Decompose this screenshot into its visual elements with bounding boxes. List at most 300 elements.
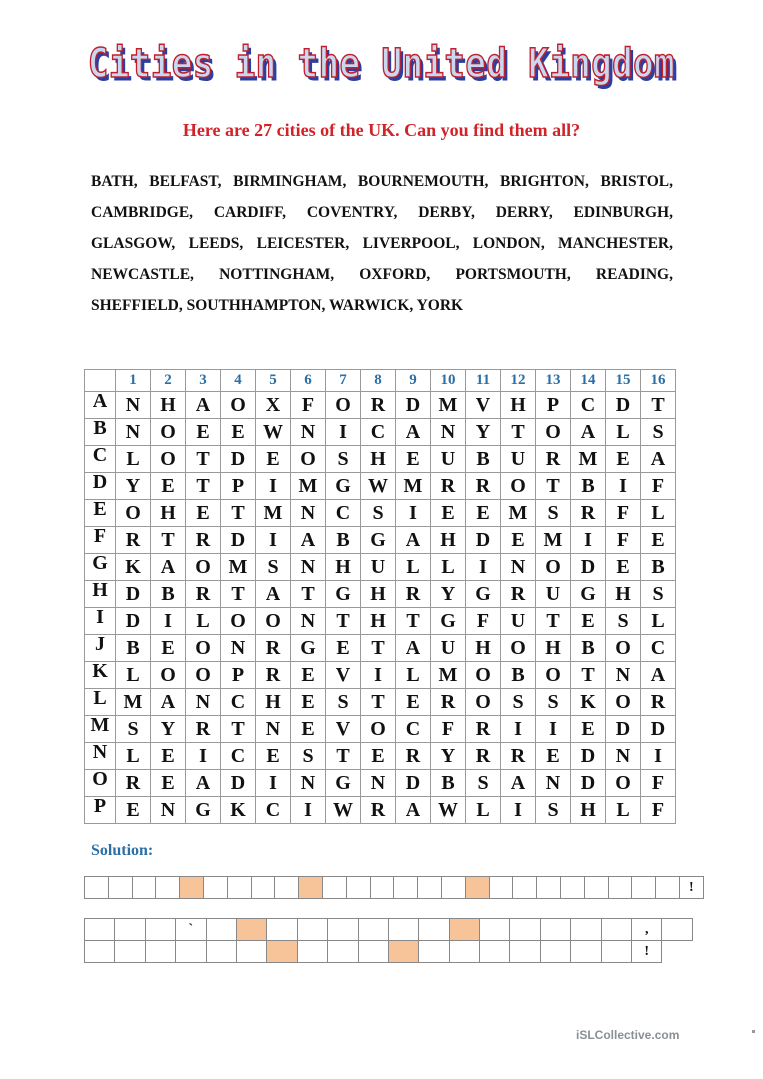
site-watermark: iSLCollective.com: [576, 1028, 680, 1042]
solution-box[interactable]: [537, 877, 561, 899]
grid-letter: A: [151, 689, 186, 716]
grid-letter: R: [466, 473, 501, 500]
grid-letter: E: [396, 689, 431, 716]
grid-letter: M: [431, 662, 466, 689]
grid-letter: B: [466, 446, 501, 473]
grid-letter: H: [256, 689, 291, 716]
grid-letter: H: [361, 446, 396, 473]
solution-box[interactable]: [662, 919, 692, 941]
row-label: M: [85, 716, 116, 743]
grid-letter: U: [431, 635, 466, 662]
row-label: P: [85, 797, 116, 824]
solution-line-2: [84, 918, 693, 941]
solution-box-mark[interactable]: !: [632, 941, 662, 963]
solution-box[interactable]: [608, 877, 632, 899]
grid-letter: M: [396, 473, 431, 500]
grid-letter: I: [501, 716, 536, 743]
worksheet-subtitle: Here are 27 cities of the UK. Can you find them all?: [182, 120, 581, 140]
grid-letter: R: [431, 689, 466, 716]
grid-letter: E: [361, 743, 396, 770]
solution-box[interactable]: [132, 877, 156, 899]
grid-letter: F: [466, 608, 501, 635]
grid-letter: D: [606, 716, 641, 743]
solution-box[interactable]: [584, 877, 608, 899]
grid-letter: N: [116, 419, 151, 446]
grid-letter: O: [221, 392, 256, 419]
grid-letter: F: [641, 770, 676, 797]
solution-box[interactable]: [156, 877, 180, 899]
grid-letter: I: [396, 500, 431, 527]
grid-letter: D: [396, 392, 431, 419]
grid-letter: I: [256, 527, 291, 554]
grid-letter: A: [256, 581, 291, 608]
grid-letter: E: [501, 527, 536, 554]
grid-letter: R: [501, 581, 536, 608]
grid-letter: X: [256, 392, 291, 419]
grid-letter: O: [151, 419, 186, 446]
grid-row: [85, 581, 676, 608]
grid-letter: E: [291, 662, 326, 689]
grid-letter: L: [606, 419, 641, 446]
solution-line-1: [84, 876, 704, 899]
row-label: H: [85, 581, 116, 608]
solution-box[interactable]: [394, 877, 418, 899]
row-label: C: [85, 446, 116, 473]
solution-box[interactable]: [560, 877, 584, 899]
grid-letter: V: [466, 392, 501, 419]
grid-letter: E: [641, 527, 676, 554]
grid-letter: N: [606, 662, 641, 689]
grid-letter: U: [501, 608, 536, 635]
grid-letter: R: [571, 500, 606, 527]
column-number: 13: [536, 370, 571, 392]
solution-box[interactable]: [419, 919, 449, 941]
grid-letter: M: [431, 392, 466, 419]
decorative-dot: [752, 1030, 755, 1033]
solution-box[interactable]: [203, 877, 227, 899]
solution-box[interactable]: [489, 877, 513, 899]
solution-box[interactable]: [180, 877, 204, 899]
grid-letter: N: [186, 689, 221, 716]
grid-letter: H: [151, 500, 186, 527]
grid-letter: L: [606, 797, 641, 824]
grid-letter: B: [501, 662, 536, 689]
grid-letter: N: [501, 554, 536, 581]
column-number: 8: [361, 370, 396, 392]
grid-letter: E: [221, 419, 256, 446]
grid-row: [85, 635, 676, 662]
grid-letter: C: [571, 392, 606, 419]
grid-letter: D: [396, 770, 431, 797]
grid-letter: T: [186, 446, 221, 473]
solution-box[interactable]: [115, 919, 145, 941]
grid-letter: S: [501, 689, 536, 716]
grid-letter: O: [326, 392, 361, 419]
solution-box[interactable]: [358, 941, 388, 963]
grid-letter: M: [256, 500, 291, 527]
solution-box[interactable]: [85, 877, 109, 899]
grid-row: [85, 716, 676, 743]
grid-letter: H: [501, 392, 536, 419]
column-number: 15: [606, 370, 641, 392]
column-number: 16: [641, 370, 676, 392]
grid-letter: T: [396, 608, 431, 635]
grid-letter: T: [151, 527, 186, 554]
grid-letter: M: [291, 473, 326, 500]
grid-letter: T: [361, 689, 396, 716]
solution-box[interactable]: [145, 941, 175, 963]
grid-letter: L: [116, 743, 151, 770]
solution-box[interactable]: [480, 919, 510, 941]
grid-letter: O: [466, 662, 501, 689]
grid-letter: E: [291, 716, 326, 743]
solution-box[interactable]: [297, 941, 327, 963]
grid-letter: C: [326, 500, 361, 527]
grid-letter: I: [641, 743, 676, 770]
grid-letter: O: [501, 635, 536, 662]
grid-letter: F: [641, 473, 676, 500]
row-label: G: [85, 554, 116, 581]
solution-box[interactable]: [297, 919, 327, 941]
solution-box[interactable]: [108, 877, 132, 899]
grid-letter: R: [186, 716, 221, 743]
solution-box[interactable]: [299, 877, 323, 899]
grid-letter: R: [186, 527, 221, 554]
solution-label: Solution:: [91, 842, 154, 859]
grid-row: [85, 527, 676, 554]
grid-letter: D: [116, 581, 151, 608]
solution-box[interactable]: [540, 941, 570, 963]
solution-box[interactable]: [656, 877, 680, 899]
grid-letter: O: [536, 419, 571, 446]
solution-box[interactable]: [510, 941, 540, 963]
grid-letter: O: [536, 554, 571, 581]
grid-letter: N: [606, 743, 641, 770]
grid-letter: H: [431, 527, 466, 554]
column-number: 1: [116, 370, 151, 392]
solution-box[interactable]: [370, 877, 394, 899]
grid-letter: T: [536, 473, 571, 500]
grid-letter: R: [641, 689, 676, 716]
solution-box[interactable]: [540, 919, 570, 941]
grid-letter: S: [116, 716, 151, 743]
grid-letter: C: [221, 743, 256, 770]
grid-letter: W: [361, 473, 396, 500]
solution-box-mark[interactable]: `: [176, 919, 206, 941]
grid-letter: D: [221, 446, 256, 473]
solution-box[interactable]: [206, 919, 236, 941]
grid-letter: A: [186, 770, 221, 797]
grid-letter: K: [221, 797, 256, 824]
grid-letter: S: [256, 554, 291, 581]
grid-letter: E: [151, 743, 186, 770]
grid-letter: U: [431, 446, 466, 473]
grid-letter: B: [571, 473, 606, 500]
column-number: 7: [326, 370, 361, 392]
grid-letter: S: [291, 743, 326, 770]
grid-letter: A: [571, 419, 606, 446]
grid-letter: W: [431, 797, 466, 824]
grid-letter: S: [326, 689, 361, 716]
grid-letter: R: [396, 743, 431, 770]
row-label: D: [85, 473, 116, 500]
grid-letter: C: [396, 716, 431, 743]
grid-letter: M: [536, 527, 571, 554]
grid-letter: T: [361, 635, 396, 662]
grid-letter: E: [571, 608, 606, 635]
grid-letter: H: [606, 581, 641, 608]
row-label: F: [85, 527, 116, 554]
grid-letter: V: [326, 662, 361, 689]
grid-letter: T: [326, 608, 361, 635]
grid-letter: S: [536, 689, 571, 716]
grid-letter: Y: [466, 419, 501, 446]
grid-letter: A: [641, 446, 676, 473]
grid-letter: A: [186, 392, 221, 419]
grid-letter: S: [326, 446, 361, 473]
solution-box-mark[interactable]: ,: [632, 919, 662, 941]
grid-letter: H: [326, 554, 361, 581]
solution-box[interactable]: [419, 941, 449, 963]
solution-box[interactable]: [465, 877, 489, 899]
grid-letter: F: [606, 527, 641, 554]
solution-box[interactable]: [145, 919, 175, 941]
grid-letter: N: [291, 770, 326, 797]
grid-letter: M: [571, 446, 606, 473]
grid-letter: B: [326, 527, 361, 554]
grid-letter: E: [256, 743, 291, 770]
solution-box[interactable]: [449, 941, 479, 963]
grid-letter: C: [221, 689, 256, 716]
solution-box[interactable]: [601, 941, 631, 963]
grid-letter: I: [186, 743, 221, 770]
solution-box[interactable]: [571, 941, 601, 963]
grid-row: [85, 797, 676, 824]
grid-letter: G: [431, 608, 466, 635]
grid-letter: N: [151, 797, 186, 824]
column-number: 9: [396, 370, 431, 392]
grid-row: [85, 770, 676, 797]
grid-letter: G: [326, 581, 361, 608]
grid-letter: R: [501, 743, 536, 770]
solution-box[interactable]: [85, 941, 115, 963]
grid-letter: D: [466, 527, 501, 554]
grid-letter: G: [326, 473, 361, 500]
grid-letter: I: [326, 419, 361, 446]
grid-letter: T: [221, 500, 256, 527]
grid-letter: D: [571, 770, 606, 797]
grid-letter: H: [151, 392, 186, 419]
grid-letter: O: [361, 716, 396, 743]
grid-letter: N: [116, 392, 151, 419]
grid-letter: A: [641, 662, 676, 689]
word-search-grid: [84, 369, 676, 824]
column-number: 2: [151, 370, 186, 392]
grid-letter: A: [501, 770, 536, 797]
grid-letter: L: [116, 446, 151, 473]
solution-box[interactable]: [418, 877, 442, 899]
grid-letter: A: [291, 527, 326, 554]
grid-letter: O: [606, 770, 641, 797]
grid-letter: T: [536, 608, 571, 635]
solution-box[interactable]: [388, 941, 418, 963]
grid-letter: O: [606, 689, 641, 716]
grid-letter: Y: [151, 716, 186, 743]
grid-letter: O: [186, 662, 221, 689]
row-label: O: [85, 770, 116, 797]
grid-letter: E: [116, 797, 151, 824]
solution-box[interactable]: [322, 877, 346, 899]
solution-box[interactable]: [571, 919, 601, 941]
grid-letter: N: [291, 608, 326, 635]
grid-letter: N: [361, 770, 396, 797]
grid-letter: E: [606, 554, 641, 581]
grid-letter: I: [256, 473, 291, 500]
solution-line-3: [84, 940, 662, 963]
grid-row: [85, 446, 676, 473]
solution-box[interactable]: [632, 877, 656, 899]
grid-letter: N: [221, 635, 256, 662]
grid-letter: B: [571, 635, 606, 662]
grid-row: [85, 662, 676, 689]
grid-letter: D: [116, 608, 151, 635]
grid-letter: G: [466, 581, 501, 608]
grid-letter: H: [361, 608, 396, 635]
grid-letter: K: [571, 689, 606, 716]
grid-letter: I: [501, 797, 536, 824]
solution-box[interactable]: [328, 941, 358, 963]
grid-letter: I: [536, 716, 571, 743]
solution-box[interactable]: [251, 877, 275, 899]
row-label: I: [85, 608, 116, 635]
grid-letter: T: [291, 581, 326, 608]
grid-letter: P: [221, 473, 256, 500]
solution-box[interactable]: [236, 941, 266, 963]
solution-box[interactable]: [346, 877, 370, 899]
grid-letter: V: [326, 716, 361, 743]
column-number: 14: [571, 370, 606, 392]
grid-letter: D: [221, 527, 256, 554]
grid-letter: O: [186, 554, 221, 581]
solution-box[interactable]: [601, 919, 631, 941]
grid-letter: E: [571, 716, 606, 743]
grid-letter: O: [536, 662, 571, 689]
grid-header-row: [85, 370, 676, 392]
grid-letter: W: [326, 797, 361, 824]
grid-row: [85, 743, 676, 770]
grid-letter: I: [606, 473, 641, 500]
grid-letter: L: [186, 608, 221, 635]
grid-letter: I: [466, 554, 501, 581]
grid-letter: L: [641, 500, 676, 527]
grid-letter: D: [606, 392, 641, 419]
column-number: 5: [256, 370, 291, 392]
grid-letter: E: [256, 446, 291, 473]
solution-box[interactable]: [236, 919, 266, 941]
row-label: A: [85, 392, 116, 419]
grid-letter: R: [116, 527, 151, 554]
grid-letter: B: [641, 554, 676, 581]
grid-letter: R: [361, 392, 396, 419]
row-label: J: [85, 635, 116, 662]
grid-letter: U: [361, 554, 396, 581]
grid-letter: B: [431, 770, 466, 797]
grid-letter: L: [396, 662, 431, 689]
solution-box[interactable]: [480, 941, 510, 963]
row-label: N: [85, 743, 116, 770]
grid-letter: O: [151, 662, 186, 689]
grid-letter: O: [291, 446, 326, 473]
grid-letter: N: [536, 770, 571, 797]
grid-letter: S: [641, 419, 676, 446]
solution-box[interactable]: [388, 919, 418, 941]
solution-box[interactable]: [510, 919, 540, 941]
grid-letter: R: [431, 473, 466, 500]
grid-letter: T: [501, 419, 536, 446]
grid-letter: I: [256, 770, 291, 797]
grid-letter: E: [431, 500, 466, 527]
grid-letter: H: [536, 635, 571, 662]
solution-box[interactable]: [115, 941, 145, 963]
row-label: L: [85, 689, 116, 716]
grid-letter: R: [256, 662, 291, 689]
column-number: 4: [221, 370, 256, 392]
solution-box[interactable]: [275, 877, 299, 899]
grid-letter: F: [431, 716, 466, 743]
grid-letter: P: [221, 662, 256, 689]
solution-box[interactable]: [176, 941, 206, 963]
grid-letter: B: [116, 635, 151, 662]
grid-letter: A: [396, 419, 431, 446]
grid-letter: R: [466, 716, 501, 743]
solution-box[interactable]: [85, 919, 115, 941]
grid-letter: S: [361, 500, 396, 527]
grid-letter: L: [431, 554, 466, 581]
grid-letter: F: [291, 392, 326, 419]
solution-box[interactable]: [227, 877, 251, 899]
row-label: K: [85, 662, 116, 689]
grid-letter: Y: [431, 581, 466, 608]
grid-letter: D: [571, 554, 606, 581]
grid-letter: D: [641, 716, 676, 743]
grid-letter: T: [571, 662, 606, 689]
solution-box[interactable]: [206, 941, 236, 963]
grid-letter: U: [536, 581, 571, 608]
solution-box[interactable]: [267, 919, 297, 941]
solution-box-mark[interactable]: !: [679, 877, 703, 899]
grid-letter: F: [606, 500, 641, 527]
solution-box[interactable]: [513, 877, 537, 899]
grid-letter: T: [221, 716, 256, 743]
solution-box[interactable]: [449, 919, 479, 941]
grid-letter: N: [291, 419, 326, 446]
grid-letter: T: [221, 581, 256, 608]
grid-letter: O: [256, 608, 291, 635]
grid-letter: M: [221, 554, 256, 581]
grid-letter: G: [571, 581, 606, 608]
solution-box[interactable]: [441, 877, 465, 899]
grid-letter: E: [466, 500, 501, 527]
column-number: 6: [291, 370, 326, 392]
grid-corner-cell: [85, 370, 116, 392]
solution-box[interactable]: [358, 919, 388, 941]
solution-box[interactable]: [328, 919, 358, 941]
grid-letter: D: [571, 743, 606, 770]
grid-letter: L: [641, 608, 676, 635]
grid-letter: C: [641, 635, 676, 662]
grid-letter: N: [256, 716, 291, 743]
solution-box[interactable]: [267, 941, 297, 963]
